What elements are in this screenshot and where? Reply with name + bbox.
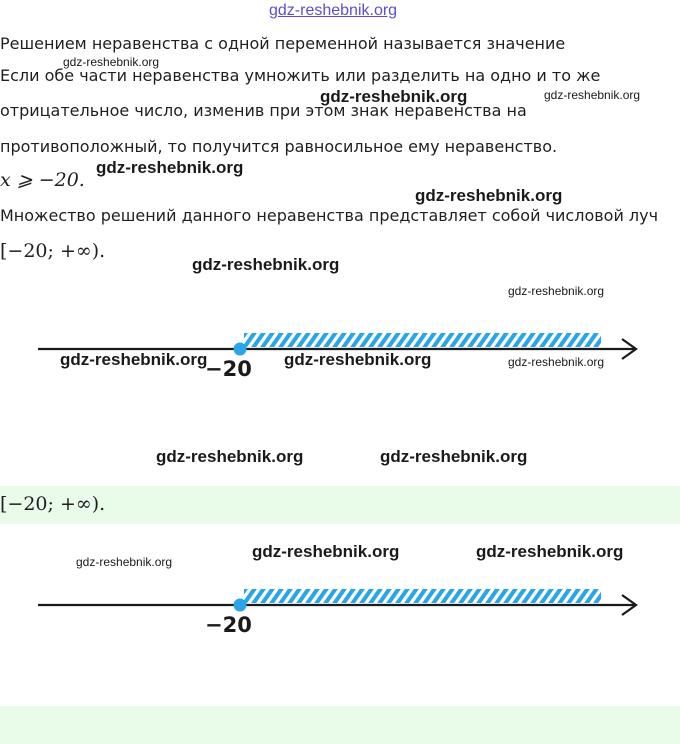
watermark: gdz-reshebnik.org — [96, 158, 244, 177]
watermark: gdz-reshebnik.org — [320, 87, 468, 106]
watermark: gdz-reshebnik.org — [76, 555, 173, 569]
text-line-5: Множество решений данного неравенства представляет собой числовой луч — [0, 206, 659, 225]
site-link[interactable]: gdz-reshebnik.org — [269, 2, 398, 19]
text-line-2: Если обе части неравенства умножить или разделить на одно и то же — [0, 66, 601, 85]
inequality: x ⩾ −20. — [0, 169, 85, 191]
watermark: gdz-reshebnik.org — [60, 350, 208, 369]
watermark: gdz-reshebnik.org — [63, 55, 160, 69]
hatch-region — [244, 333, 601, 347]
text-line-4: противоположный, то получится равносильное ему неравенство. — [0, 137, 558, 156]
watermark: gdz-reshebnik.org — [284, 350, 432, 369]
watermark: gdz-reshebnik.org — [508, 355, 605, 369]
watermark: gdz-reshebnik.org — [156, 447, 304, 466]
watermark: gdz-reshebnik.org — [508, 284, 605, 298]
answer-interval: [−20; +∞). — [0, 493, 106, 515]
hatch-region — [244, 589, 601, 603]
watermark: gdz-reshebnik.org — [476, 542, 624, 561]
point-label: −20 — [205, 613, 252, 637]
text-line-3: отрицательное число, изменив при этом знак неравенства на — [0, 101, 527, 120]
point-marker — [234, 599, 247, 612]
watermark: gdz-reshebnik.org — [192, 255, 340, 274]
bottom-band — [0, 706, 680, 744]
number-line-2 — [0, 576, 680, 636]
watermark: gdz-reshebnik.org — [380, 447, 528, 466]
point-marker — [234, 343, 247, 356]
watermark: gdz-reshebnik.org — [544, 88, 641, 102]
solution-interval: [−20; +∞). — [0, 240, 106, 262]
watermark: gdz-reshebnik.org — [415, 186, 563, 205]
text-line-1: Решением неравенства с одной переменной называется значение — [0, 34, 566, 53]
watermark: gdz-reshebnik.org — [252, 542, 400, 561]
point-label: −20 — [205, 357, 252, 381]
